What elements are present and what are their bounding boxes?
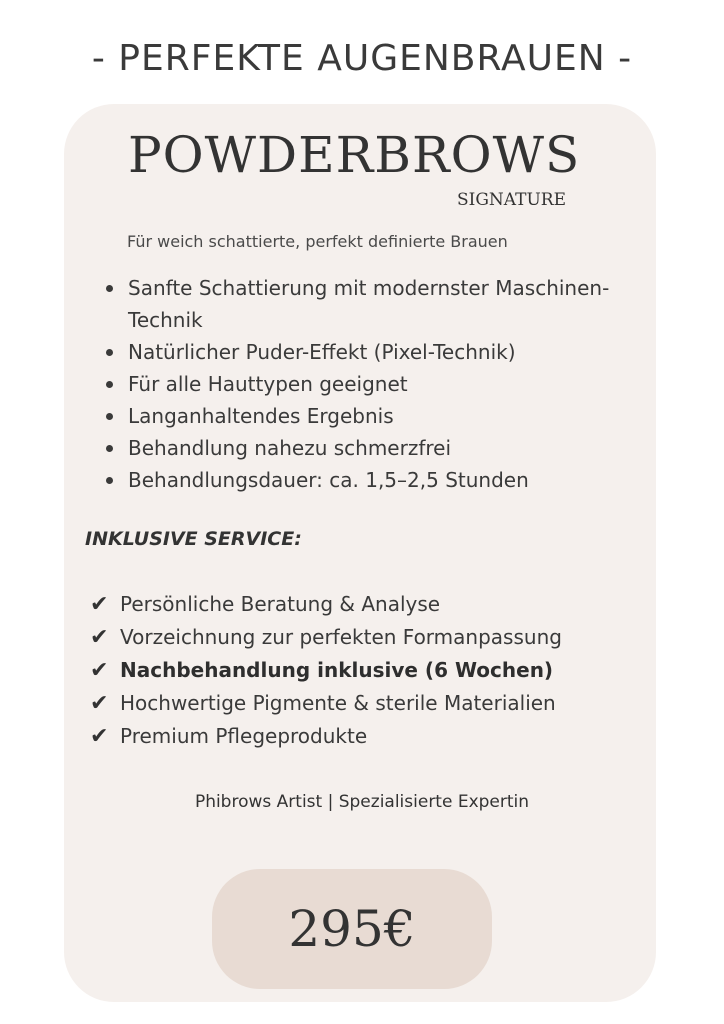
page-title: - PERFEKTE AUGENBRAUEN - <box>91 38 633 79</box>
feature-item: Für alle Hauttypen geeignet <box>104 368 644 400</box>
service-label: Premium Pflegeprodukte <box>120 724 368 748</box>
checkmark-icon: ✔ <box>90 724 109 749</box>
checkmark-icon: ✔ <box>90 592 109 617</box>
service-label: Persönliche Beratung & Analyse <box>120 592 441 616</box>
services-heading: INKLUSIVE SERVICE: <box>85 528 302 550</box>
checkmark-icon: ✔ <box>90 625 109 650</box>
feature-item: Sanfte Schattierung mit modernster Maschinen-Technik <box>104 272 644 336</box>
artist-credit: Phibrows Artist | Spezialisierte Expertin <box>194 792 530 812</box>
service-item <box>90 621 650 654</box>
product-tag: SIGNATURE <box>456 190 566 210</box>
feature-item: Behandlungsdauer: ca. 1,5–2,5 Stunden <box>104 464 644 496</box>
price-value: 295€ <box>288 900 416 958</box>
feature-item: Langanhaltendes Ergebnis <box>104 400 644 432</box>
service-label: Nachbehandlung inklusive (6 Wochen) <box>120 658 554 682</box>
feature-list <box>104 272 644 496</box>
service-item <box>90 654 650 687</box>
service-label: Vorzeichnung zur perfekten Formanpassung <box>120 625 562 649</box>
feature-item: Behandlung nahezu schmerzfrei <box>104 432 644 464</box>
checkmark-icon: ✔ <box>90 658 109 683</box>
checkmark-icon: ✔ <box>90 691 109 716</box>
service-item <box>90 687 650 720</box>
feature-item: Natürlicher Puder-Effekt (Pixel-Technik) <box>104 336 644 368</box>
service-item <box>90 720 650 753</box>
service-label: Hochwertige Pigmente & sterile Materialien <box>120 691 556 715</box>
price-badge <box>212 869 492 989</box>
product-name: POWDERBROWS <box>128 126 581 184</box>
service-list <box>90 588 650 753</box>
product-subtitle: Für weich schattierte, perfekt definierte Brauen <box>127 232 508 251</box>
service-item <box>90 588 650 621</box>
